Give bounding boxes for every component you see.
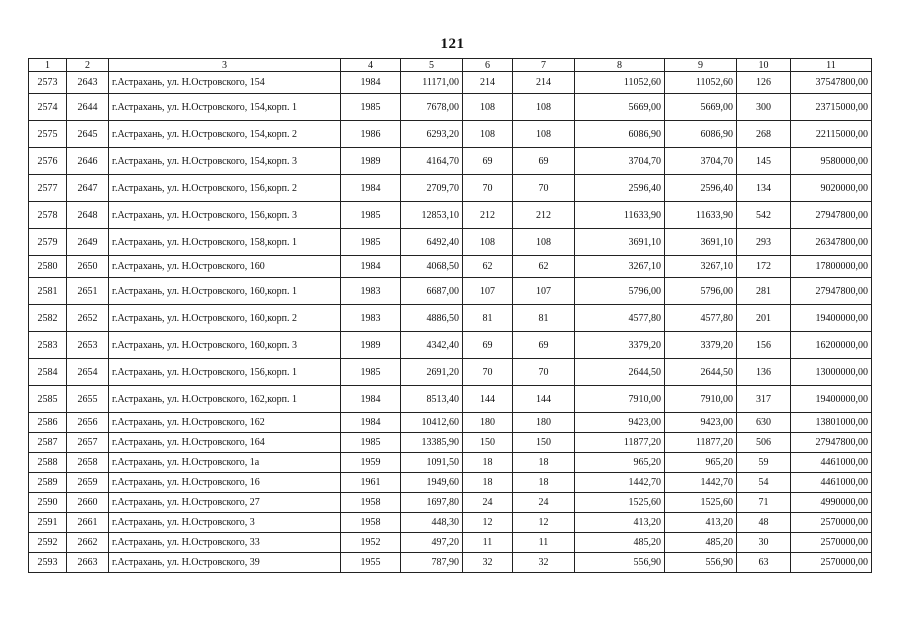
table-cell: 62: [513, 256, 575, 278]
header-row: [29, 59, 872, 72]
table-cell: 2656: [67, 413, 109, 433]
column-header: 6: [463, 59, 513, 72]
table-cell: 1989: [341, 148, 401, 175]
column-header: 5: [401, 59, 463, 72]
table-cell: 2659: [67, 473, 109, 493]
table-cell: 18: [463, 453, 513, 473]
table-cell: 2596,40: [575, 175, 665, 202]
table-cell: 24: [463, 493, 513, 513]
table-cell: 12: [513, 513, 575, 533]
table-cell: г.Астрахань, ул. Н.Островского, 158,корп. 1: [109, 229, 341, 256]
table-row: [29, 533, 872, 553]
table-cell: 59: [737, 453, 791, 473]
table-cell: 3704,70: [575, 148, 665, 175]
table-cell: 107: [463, 278, 513, 305]
table-cell: 11: [513, 533, 575, 553]
table-cell: 556,90: [665, 553, 737, 573]
table-cell: 27947800,00: [791, 278, 872, 305]
table-cell: г.Астрахань, ул. Н.Островского, 160: [109, 256, 341, 278]
table-cell: 4461000,00: [791, 473, 872, 493]
table-cell: 23715000,00: [791, 94, 872, 121]
column-header: 7: [513, 59, 575, 72]
table-cell: 70: [513, 175, 575, 202]
table-cell: 1983: [341, 278, 401, 305]
table-cell: 1091,50: [401, 453, 463, 473]
table-cell: 70: [463, 359, 513, 386]
table-cell: 32: [463, 553, 513, 573]
table-cell: 2584: [29, 359, 67, 386]
table-cell: 108: [463, 229, 513, 256]
table-cell: 2570000,00: [791, 533, 872, 553]
page-number: 121: [440, 36, 465, 52]
column-header: 9: [665, 59, 737, 72]
table-cell: 3691,10: [575, 229, 665, 256]
table-cell: 27947800,00: [791, 433, 872, 453]
column-header: 4: [341, 59, 401, 72]
table-cell: 317: [737, 386, 791, 413]
table-cell: 8513,40: [401, 386, 463, 413]
table-cell: 4068,50: [401, 256, 463, 278]
table-cell: 81: [513, 305, 575, 332]
table-cell: 70: [463, 175, 513, 202]
table-cell: 293: [737, 229, 791, 256]
table-cell: 3267,10: [575, 256, 665, 278]
table-cell: 144: [463, 386, 513, 413]
table-cell: 2655: [67, 386, 109, 413]
table-cell: 69: [513, 148, 575, 175]
table-cell: г.Астрахань, ул. Н.Островского, 33: [109, 533, 341, 553]
table-cell: 6492,40: [401, 229, 463, 256]
table-cell: 2658: [67, 453, 109, 473]
table-cell: 9423,00: [665, 413, 737, 433]
table-cell: 1525,60: [575, 493, 665, 513]
table-cell: 108: [463, 94, 513, 121]
table-cell: 11: [463, 533, 513, 553]
table-cell: 108: [513, 94, 575, 121]
table-cell: 32: [513, 553, 575, 573]
table-cell: 1958: [341, 493, 401, 513]
table-cell: 965,20: [665, 453, 737, 473]
table-cell: 2644: [67, 94, 109, 121]
table-cell: 2570000,00: [791, 553, 872, 573]
table-cell: 172: [737, 256, 791, 278]
table-cell: 1984: [341, 386, 401, 413]
table-row: [29, 553, 872, 573]
table-cell: 4461000,00: [791, 453, 872, 473]
table-cell: 5669,00: [575, 94, 665, 121]
table-cell: 212: [463, 202, 513, 229]
table-cell: 4342,40: [401, 332, 463, 359]
table-cell: 108: [513, 121, 575, 148]
table-cell: 1442,70: [665, 473, 737, 493]
table-cell: 1986: [341, 121, 401, 148]
table-cell: 2596,40: [665, 175, 737, 202]
table-body: [29, 72, 872, 573]
table-row: [29, 148, 872, 175]
table-cell: 19400000,00: [791, 386, 872, 413]
table-cell: 134: [737, 175, 791, 202]
table-cell: г.Астрахань, ул. Н.Островского, 3: [109, 513, 341, 533]
table-cell: 2657: [67, 433, 109, 453]
table-cell: 69: [513, 332, 575, 359]
table-cell: 180: [513, 413, 575, 433]
table-cell: 1985: [341, 359, 401, 386]
table-cell: 413,20: [665, 513, 737, 533]
table-cell: г.Астрахань, ул. Н.Островского, 156,корп. 1: [109, 359, 341, 386]
table-cell: 2586: [29, 413, 67, 433]
table-cell: г.Астрахань, ул. Н.Островского, 154,корп. 1: [109, 94, 341, 121]
table-cell: 11877,20: [575, 433, 665, 453]
table-cell: 4886,50: [401, 305, 463, 332]
table-cell: 1525,60: [665, 493, 737, 513]
table-cell: 2580: [29, 256, 67, 278]
table-cell: 2591: [29, 513, 67, 533]
table-cell: 965,20: [575, 453, 665, 473]
table-row: [29, 386, 872, 413]
table-cell: 48: [737, 513, 791, 533]
table-cell: 2578: [29, 202, 67, 229]
table-cell: 2646: [67, 148, 109, 175]
table-cell: 2577: [29, 175, 67, 202]
table-row: [29, 493, 872, 513]
table-row: [29, 513, 872, 533]
table-cell: 2644,50: [575, 359, 665, 386]
table-cell: 4990000,00: [791, 493, 872, 513]
table-cell: 787,90: [401, 553, 463, 573]
table-cell: 630: [737, 413, 791, 433]
table-cell: 12853,10: [401, 202, 463, 229]
table-cell: 6086,90: [665, 121, 737, 148]
table-cell: г.Астрахань, ул. Н.Островского, 154,корп. 2: [109, 121, 341, 148]
table-cell: г.Астрахань, ул. Н.Островского, 154,корп. 3: [109, 148, 341, 175]
table-cell: 2650: [67, 256, 109, 278]
table-cell: г.Астрахань, ул. Н.Островского, 160,корп. 3: [109, 332, 341, 359]
table-cell: 144: [513, 386, 575, 413]
table-cell: 180: [463, 413, 513, 433]
table-cell: 1984: [341, 175, 401, 202]
table-cell: 4577,80: [575, 305, 665, 332]
table-cell: 3379,20: [665, 332, 737, 359]
table-cell: 268: [737, 121, 791, 148]
table-cell: 18: [513, 473, 575, 493]
table-cell: 6086,90: [575, 121, 665, 148]
table-cell: 2581: [29, 278, 67, 305]
table-cell: 2663: [67, 553, 109, 573]
table-cell: 145: [737, 148, 791, 175]
table-cell: 506: [737, 433, 791, 453]
column-header: 2: [67, 59, 109, 72]
table-cell: 9020000,00: [791, 175, 872, 202]
table-cell: 11052,60: [665, 72, 737, 94]
table-cell: 63: [737, 553, 791, 573]
table-row: [29, 175, 872, 202]
table-cell: 11877,20: [665, 433, 737, 453]
table-cell: г.Астрахань, ул. Н.Островского, 39: [109, 553, 341, 573]
table-cell: 156: [737, 332, 791, 359]
table-cell: 70: [513, 359, 575, 386]
table-row: [29, 229, 872, 256]
table-cell: 2583: [29, 332, 67, 359]
table-cell: г.Астрахань, ул. Н.Островского, 160,корп. 1: [109, 278, 341, 305]
table-cell: 2643: [67, 72, 109, 94]
table-cell: 1989: [341, 332, 401, 359]
table-cell: 2590: [29, 493, 67, 513]
table-cell: 1984: [341, 413, 401, 433]
table-cell: 1983: [341, 305, 401, 332]
table-cell: 11633,90: [575, 202, 665, 229]
column-header: 11: [791, 59, 872, 72]
table-row: [29, 121, 872, 148]
table-cell: 1442,70: [575, 473, 665, 493]
table-row: [29, 433, 872, 453]
table-cell: г.Астрахань, ул. Н.Островского, 1а: [109, 453, 341, 473]
table-row: [29, 202, 872, 229]
table-cell: 485,20: [665, 533, 737, 553]
table-cell: 108: [513, 229, 575, 256]
table-cell: 6687,00: [401, 278, 463, 305]
table-cell: 281: [737, 278, 791, 305]
table-cell: 2588: [29, 453, 67, 473]
table-cell: 497,20: [401, 533, 463, 553]
table-cell: 69: [463, 332, 513, 359]
table-cell: 1949,60: [401, 473, 463, 493]
table-cell: 1984: [341, 256, 401, 278]
table-cell: 1952: [341, 533, 401, 553]
table-cell: 485,20: [575, 533, 665, 553]
table-cell: 2576: [29, 148, 67, 175]
table-cell: 136: [737, 359, 791, 386]
table-cell: 12: [463, 513, 513, 533]
table-cell: 13385,90: [401, 433, 463, 453]
table-cell: 11633,90: [665, 202, 737, 229]
table-cell: 2575: [29, 121, 67, 148]
table-cell: г.Астрахань, ул. Н.Островского, 156,корп. 2: [109, 175, 341, 202]
table-cell: 1961: [341, 473, 401, 493]
table-cell: 413,20: [575, 513, 665, 533]
table-cell: 2645: [67, 121, 109, 148]
table-cell: 2648: [67, 202, 109, 229]
table-cell: 150: [463, 433, 513, 453]
table-row: [29, 305, 872, 332]
table-cell: 17800000,00: [791, 256, 872, 278]
table-cell: 10412,60: [401, 413, 463, 433]
table-cell: 9423,00: [575, 413, 665, 433]
table-row: [29, 332, 872, 359]
table-cell: 2647: [67, 175, 109, 202]
table-row: [29, 94, 872, 121]
table-cell: 5796,00: [665, 278, 737, 305]
table-cell: 1959: [341, 453, 401, 473]
table-cell: 126: [737, 72, 791, 94]
table-cell: г.Астрахань, ул. Н.Островского, 27: [109, 493, 341, 513]
table-cell: г.Астрахань, ул. Н.Островского, 154: [109, 72, 341, 94]
table-cell: 150: [513, 433, 575, 453]
table-cell: 24: [513, 493, 575, 513]
table-cell: 1985: [341, 202, 401, 229]
table-cell: 2709,70: [401, 175, 463, 202]
table-cell: 2585: [29, 386, 67, 413]
table-cell: 2654: [67, 359, 109, 386]
table-cell: 16200000,00: [791, 332, 872, 359]
table-cell: 2579: [29, 229, 67, 256]
table-cell: 2573: [29, 72, 67, 94]
table-cell: 13801000,00: [791, 413, 872, 433]
table-cell: 2592: [29, 533, 67, 553]
table-cell: 542: [737, 202, 791, 229]
table-cell: 2589: [29, 473, 67, 493]
table-cell: 30: [737, 533, 791, 553]
table-cell: 71: [737, 493, 791, 513]
table-cell: 13000000,00: [791, 359, 872, 386]
table-cell: 2661: [67, 513, 109, 533]
table-cell: 54: [737, 473, 791, 493]
table-cell: 1958: [341, 513, 401, 533]
table-row: [29, 413, 872, 433]
table-cell: 107: [513, 278, 575, 305]
table-cell: 2653: [67, 332, 109, 359]
table-cell: г.Астрахань, ул. Н.Островского, 156,корп. 3: [109, 202, 341, 229]
table-cell: 2652: [67, 305, 109, 332]
table-cell: 2662: [67, 533, 109, 553]
column-header: 8: [575, 59, 665, 72]
table-cell: 18: [463, 473, 513, 493]
table-cell: 556,90: [575, 553, 665, 573]
table-cell: 2593: [29, 553, 67, 573]
table-cell: 3379,20: [575, 332, 665, 359]
table-row: [29, 256, 872, 278]
table-cell: 2587: [29, 433, 67, 453]
table-cell: 7910,00: [575, 386, 665, 413]
column-header: 10: [737, 59, 791, 72]
table-cell: г.Астрахань, ул. Н.Островского, 16: [109, 473, 341, 493]
table-cell: 212: [513, 202, 575, 229]
table-cell: 108: [463, 121, 513, 148]
table-row: [29, 453, 872, 473]
table-row: [29, 278, 872, 305]
table-cell: 2574: [29, 94, 67, 121]
table-cell: 1697,80: [401, 493, 463, 513]
table-cell: 1985: [341, 433, 401, 453]
table-cell: 18: [513, 453, 575, 473]
table-cell: 201: [737, 305, 791, 332]
table-header: [29, 59, 872, 72]
table-cell: 448,30: [401, 513, 463, 533]
table-cell: 27947800,00: [791, 202, 872, 229]
table-cell: 2691,20: [401, 359, 463, 386]
table-row: [29, 72, 872, 94]
table-cell: 4577,80: [665, 305, 737, 332]
table-cell: 2582: [29, 305, 67, 332]
table-cell: 2649: [67, 229, 109, 256]
table-cell: 7678,00: [401, 94, 463, 121]
table-cell: 69: [463, 148, 513, 175]
table-cell: г.Астрахань, ул. Н.Островского, 164: [109, 433, 341, 453]
table-cell: 1984: [341, 72, 401, 94]
table-cell: 5796,00: [575, 278, 665, 305]
table-row: [29, 359, 872, 386]
table-cell: 19400000,00: [791, 305, 872, 332]
table-cell: 1985: [341, 229, 401, 256]
table-cell: 7910,00: [665, 386, 737, 413]
column-header: 1: [29, 59, 67, 72]
table-cell: г.Астрахань, ул. Н.Островского, 162: [109, 413, 341, 433]
column-header: 3: [109, 59, 341, 72]
table-cell: г.Астрахань, ул. Н.Островского, 160,корп. 2: [109, 305, 341, 332]
table-cell: 62: [463, 256, 513, 278]
table-cell: 2570000,00: [791, 513, 872, 533]
table-cell: 22115000,00: [791, 121, 872, 148]
table-cell: 3704,70: [665, 148, 737, 175]
registry-table: [28, 58, 872, 573]
table-cell: 4164,70: [401, 148, 463, 175]
table-cell: 3267,10: [665, 256, 737, 278]
table-cell: 9580000,00: [791, 148, 872, 175]
table-cell: 6293,20: [401, 121, 463, 148]
table-cell: 37547800,00: [791, 72, 872, 94]
table-cell: 11052,60: [575, 72, 665, 94]
table-cell: 214: [513, 72, 575, 94]
table-cell: 11171,00: [401, 72, 463, 94]
table-cell: г.Астрахань, ул. Н.Островского, 162,корп. 1: [109, 386, 341, 413]
table-cell: 81: [463, 305, 513, 332]
table-cell: 3691,10: [665, 229, 737, 256]
table-cell: 2644,50: [665, 359, 737, 386]
table-cell: 2660: [67, 493, 109, 513]
table-cell: 1955: [341, 553, 401, 573]
table-cell: 5669,00: [665, 94, 737, 121]
table-cell: 1985: [341, 94, 401, 121]
table-cell: 300: [737, 94, 791, 121]
table-cell: 2651: [67, 278, 109, 305]
table-cell: 214: [463, 72, 513, 94]
table-cell: 26347800,00: [791, 229, 872, 256]
table-row: [29, 473, 872, 493]
